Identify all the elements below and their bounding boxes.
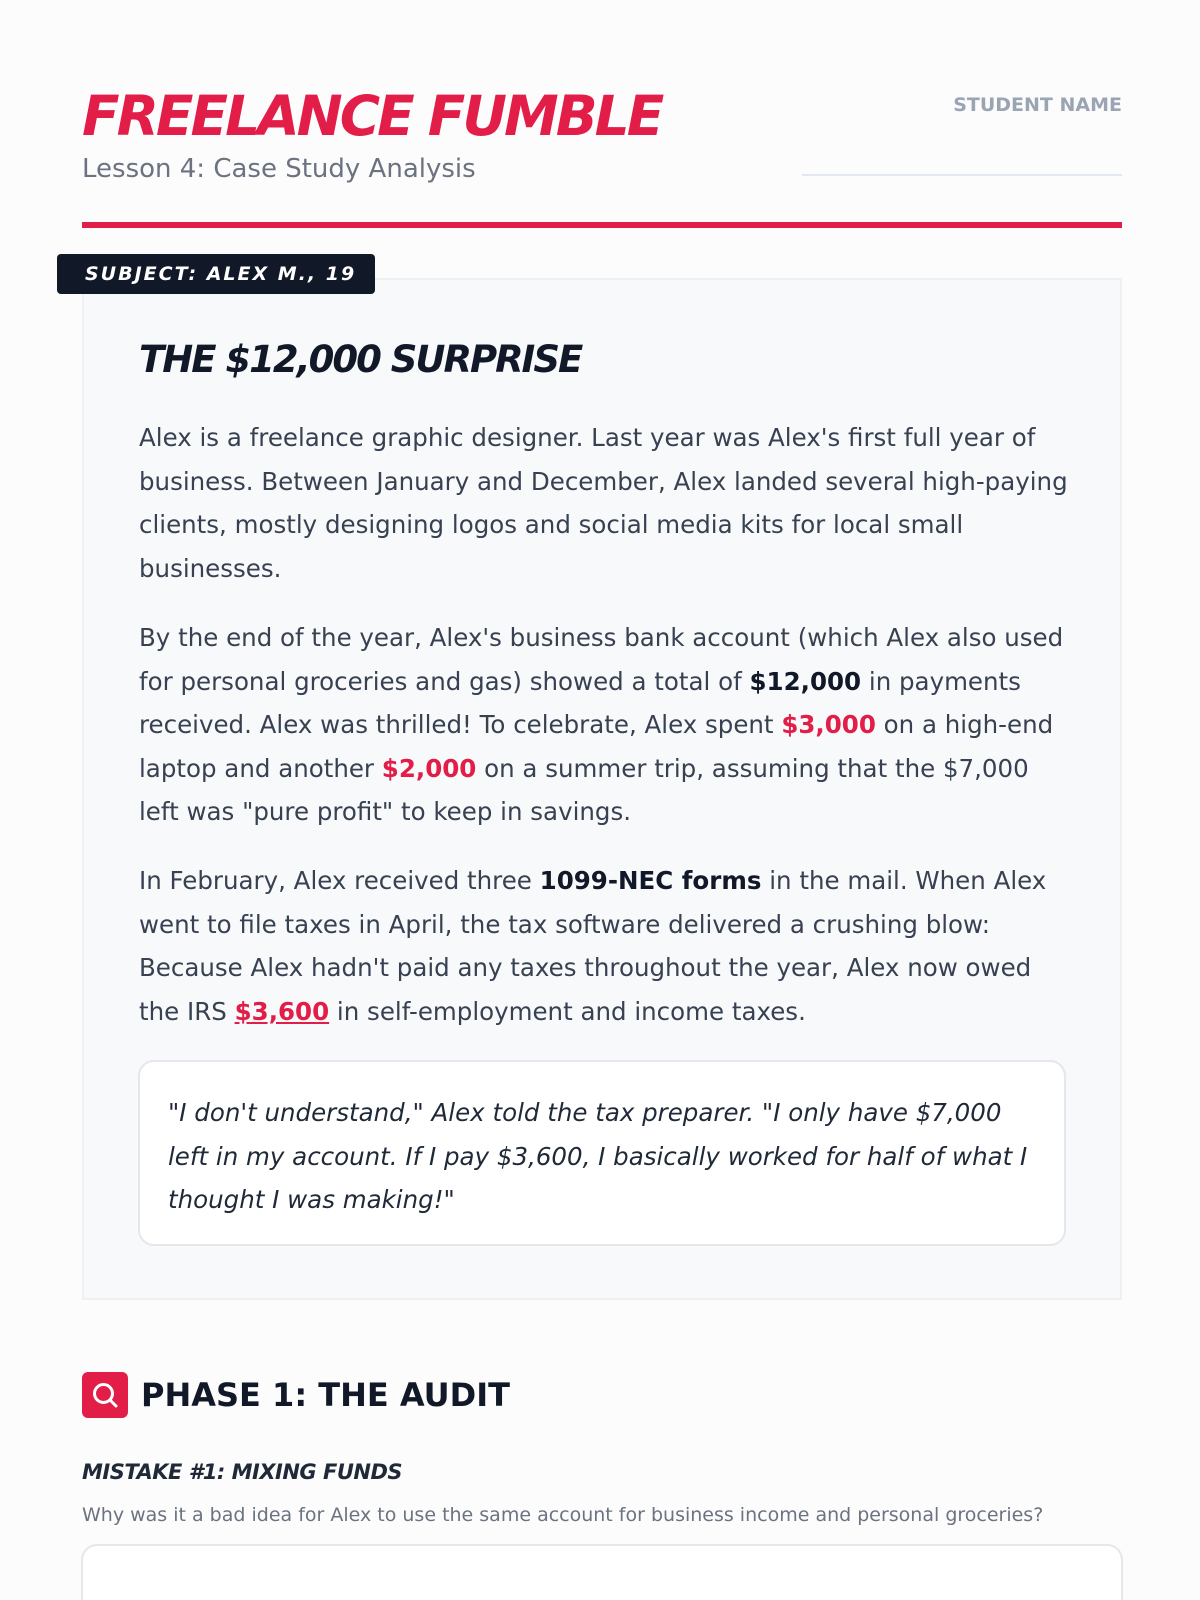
worksheet-header	[82, 80, 1122, 228]
worksheet-title: FREELANCE FUMBLE	[82, 84, 662, 148]
laptop-amount: $3,000	[781, 710, 876, 739]
trip-amount: $2,000	[381, 753, 477, 783]
lesson-subtitle: Lesson 4: Case Study Analysis	[82, 154, 476, 184]
case-paragraph-3: In February, Alex received three 1099-NEC forms in the mail. When Alex went to file taxes in April, the tax software delivered a crushing blow: Because Alex hadn't paid any taxes throughout the year, Alex now owed the IRS $3,600 in self-employment and income taxes.	[139, 866, 1047, 1026]
phase-1-title: PHASE 1: THE AUDIT	[141, 1376, 510, 1414]
case-paragraph-1: Alex is a freelance graphic designer. Last year was Alex's first full year of business. Between January and December, Alex landed several high-paying clients, mostly designing logos and social media kits for local small businesses.	[139, 423, 1068, 583]
mistake-1-title: MISTAKE #1: MIXING FUNDS	[82, 1460, 403, 1484]
student-name-field[interactable]	[802, 174, 1122, 176]
case-paragraph-2: By the end of the year, Alex's business bank account (which Alex also used for personal groceries and gas) showed a total of $12,000 in payments received. Alex was thrilled! To celebrate, Alex spent $3,000 on a high-end laptop and another $2,000 on a summer trip, assuming that the $7,000 left was "pure profit" to keep in savings.	[139, 623, 1064, 826]
forms-highlight: 1099-NEC forms	[539, 866, 762, 895]
mistake-1-answer-box[interactable]	[81, 1544, 1123, 1600]
search-icon	[82, 1372, 128, 1418]
total-amount: $12,000	[749, 666, 862, 696]
owed-amount: $3,600	[234, 996, 330, 1026]
case-study-title: THE $12,000 SURPRISE	[139, 338, 582, 381]
student-name-label: STUDENT NAME	[953, 94, 1122, 116]
subject-tag: SUBJECT: ALEX M., 19	[57, 254, 375, 294]
mistake-1-question: Why was it a bad idea for Alex to use the same account for business income and personal groceries?	[82, 1504, 1044, 1526]
quote-box: "I don't understand," Alex told the tax preparer. "I only have $7,000 left in my account. If I pay $3,600, I basically worked for half of what I thought I was making!"	[138, 1060, 1066, 1246]
